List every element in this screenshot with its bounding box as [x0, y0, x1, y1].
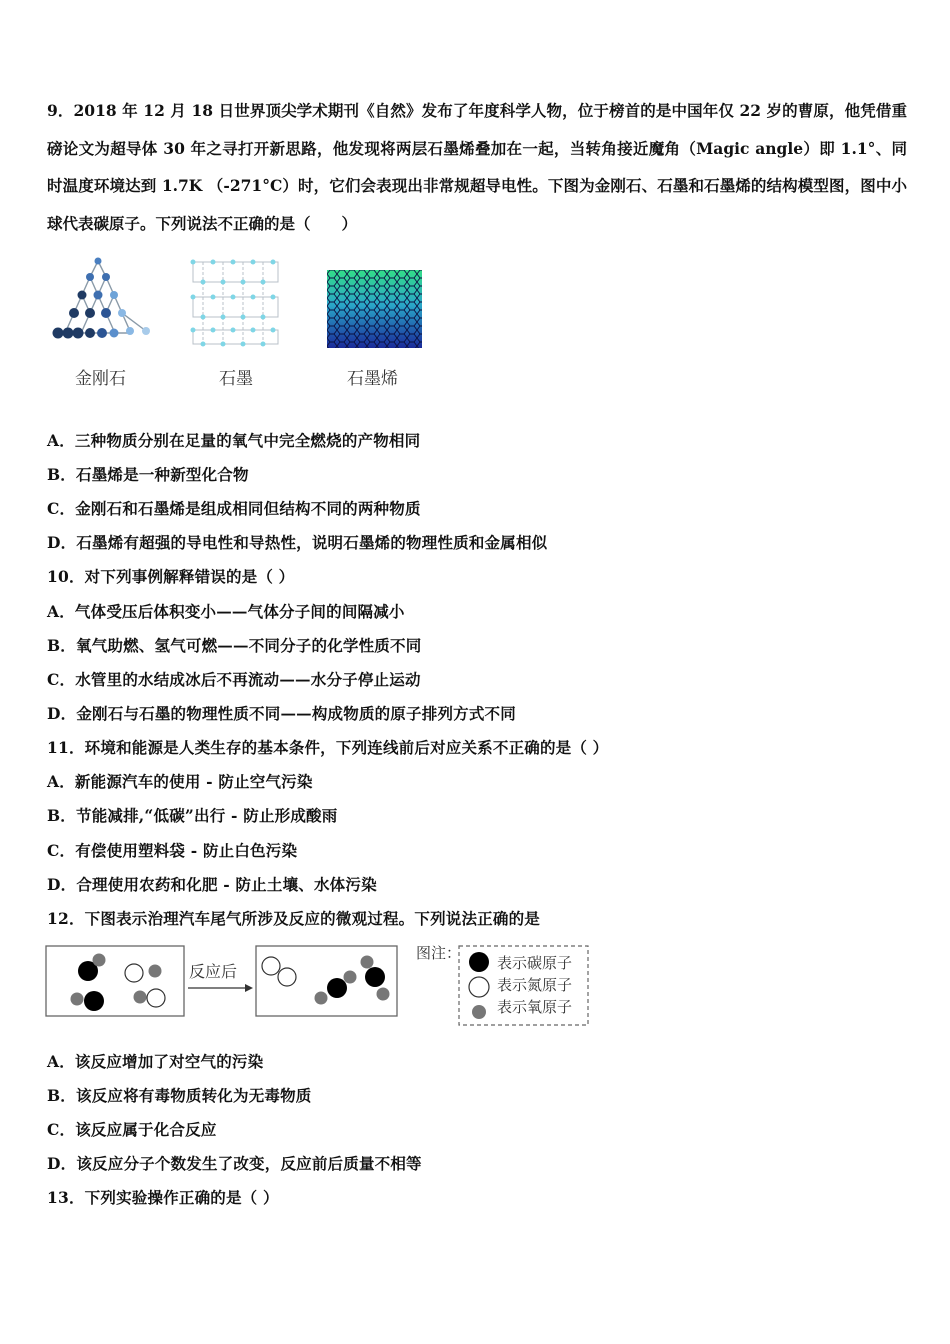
nitrogen-atom-icon — [469, 977, 489, 997]
legend-title: 图注： — [416, 944, 462, 962]
q12-option-b: B．该反应将有毒物质转化为无毒物质 — [47, 1086, 312, 1105]
q9-option-d: D．石墨烯有超强的导电性和导热性，说明石墨烯的物理性质和金属相似 — [47, 533, 548, 552]
oxygen-atom-icon — [472, 1005, 486, 1019]
q9-option-c: C．金刚石和石墨烯是组成相同但结构不同的两种物质 — [47, 499, 421, 518]
q11-option-b: B．节能减排,“低碳”出行 - 防止形成酸雨 — [47, 806, 338, 825]
q10-option-a: A．气体受压后体积变小——气体分子间的间隔减小 — [47, 602, 405, 621]
diamond-caption: 金刚石 — [75, 369, 126, 389]
q12-option-d: D．该反应分子个数发生了改变，反应前后质量不相等 — [47, 1154, 422, 1173]
q11-option-a: A．新能源汽车的使用 - 防止空气污染 — [47, 772, 313, 791]
q13-stem: 13．下列实验操作正确的是（ ） — [47, 1188, 279, 1207]
graphite-structure-image — [183, 252, 288, 350]
carbon-atom-icon — [469, 952, 489, 972]
graphene-caption: 石墨烯 — [347, 369, 398, 389]
q9-option-b: B．石墨烯是一种新型化合物 — [47, 465, 249, 484]
q12-stem: 12．下图表示治理汽车尾气所涉及反应的微观过程。下列说法正确的是 — [47, 909, 540, 928]
q10-stem: 10．对下列事例解释错误的是（ ） — [47, 567, 295, 586]
q11-option-c: C．有偿使用塑料袋 - 防止白色污染 — [47, 841, 298, 860]
legend-oxygen: 表示氧原子 — [497, 998, 573, 1016]
legend-nitrogen: 表示氮原子 — [497, 976, 573, 994]
graphite-caption: 石墨 — [219, 369, 253, 389]
q9-stem: 9．2018 年 12 月 18 日世界顶尖学术期刊《自然》发布了年度科学人物，位于榜首的是中国年仅 22 岁的曹原，他凭借重磅论文为超导体 30 年之寻打开新思路，他发现将两层石墨烯叠加在一起，当转角接近魔角（Magic angle）即 1.1°、同时温度环境达到 1.7K （-271°C）时，它们会表现出非常规超导电性。下图为金刚石、石墨和石墨烯的结构模型图，图中小球代表碳原子。下列说法不正确的是（ ） — [47, 101, 907, 233]
reaction-diagram — [45, 944, 405, 1020]
q10-option-b: B．氧气助燃、氢气可燃——不同分子的化学性质不同 — [47, 636, 422, 655]
legend-carbon: 表示碳原子 — [497, 954, 573, 972]
q10-option-d: D．金刚石与石墨的物理性质不同——构成物质的原子排列方式不同 — [47, 704, 516, 723]
reactants-box — [46, 946, 184, 1016]
q12-option-c: C．该反应属于化合反应 — [47, 1120, 217, 1139]
q11-stem: 11．环境和能源是人类生存的基本条件，下列连线前后对应关系不正确的是（ ） — [47, 738, 609, 757]
graphene-structure-image — [327, 270, 422, 348]
q10-option-c: C．水管里的水结成冰后不再流动——水分子停止运动 — [47, 670, 421, 689]
q11-option-d: D．合理使用农药和化肥 - 防止土壤、水体污染 — [47, 875, 377, 894]
diamond-structure-image — [48, 255, 158, 347]
q9-option-a: A．三种物质分别在足量的氧气中完全燃烧的产物相同 — [47, 431, 421, 450]
reaction-arrow-label: 反应后 — [189, 962, 238, 981]
q12-option-a: A．该反应增加了对空气的污染 — [47, 1052, 264, 1071]
